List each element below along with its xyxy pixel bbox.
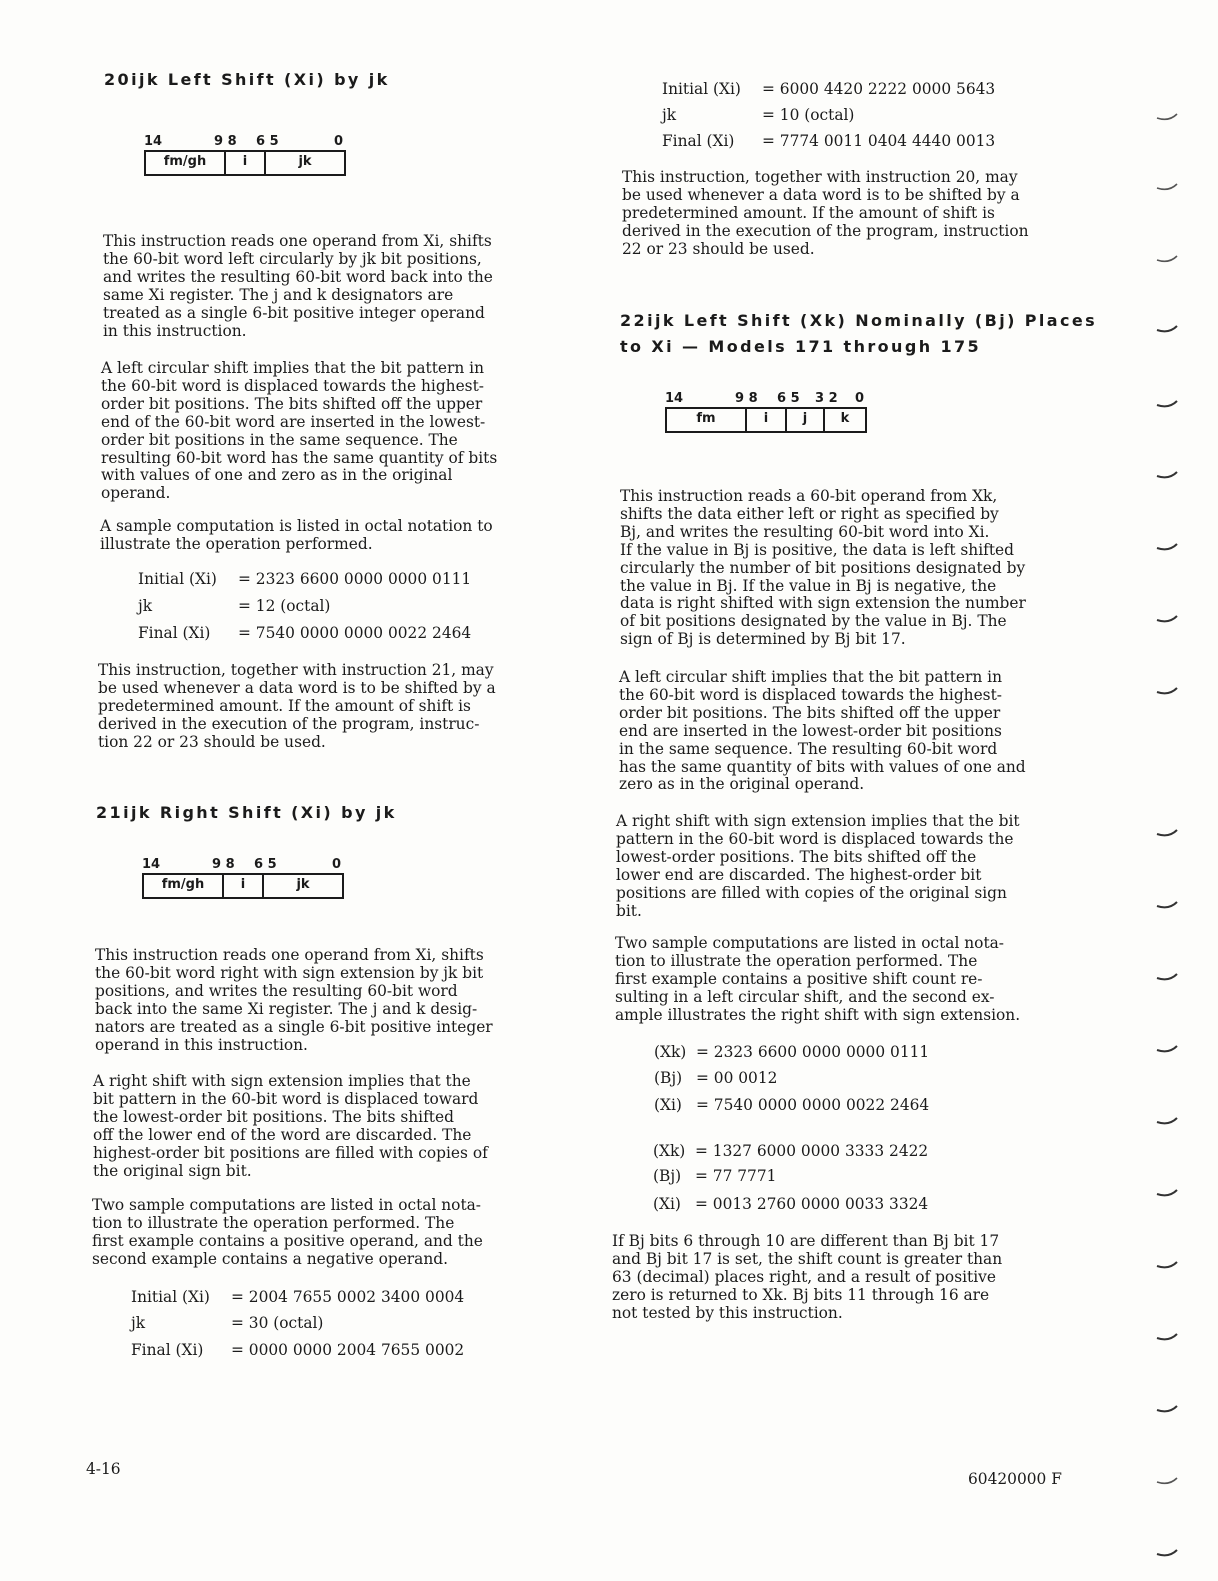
binding-mark-icon bbox=[1155, 826, 1179, 840]
field-fm-gh: fm/gh bbox=[144, 875, 224, 897]
bit-label: 9 8 bbox=[735, 391, 758, 406]
binding-mark-icon bbox=[1155, 684, 1179, 698]
section-20-paragraph-3: A sample computation is listed in octal notation to illustrate the operation performed. bbox=[100, 517, 493, 553]
bit-label: 6 5 bbox=[777, 391, 800, 406]
section-21-paragraph-3: Two sample computations are listed in octal nota- tion to illustrate the operation performed. The first example contains a positive operand, and the second example contains a negative operand. bbox=[92, 1196, 483, 1268]
section-20-heading: 20ijk Left Shift (Xi) by jk bbox=[104, 70, 390, 89]
binding-mark-icon bbox=[1155, 1114, 1179, 1128]
binding-mark-icon bbox=[1155, 970, 1179, 984]
field-j: j bbox=[787, 409, 825, 431]
section-22-paragraph-3: A right shift with sign extension implies that the bit pattern in the 60-bit word is displaced towards the lowest-order positions. The bits shifted off the lower end are discarded. The highest-order bit positions are filled with copies of the original sign bit. bbox=[616, 812, 1020, 920]
section-22-paragraph-5: If Bj bits 6 through 10 are different than Bj bit 17 and Bj bit 17 is set, the shift count is greater than 63 (decimal) places right, and a result of positive zero is returned to Xk. Bj bits 11 through 16 are not tested by this instruction. bbox=[612, 1232, 1003, 1322]
field-fm: fm bbox=[667, 409, 747, 431]
bit-label: 6 5 bbox=[256, 134, 279, 149]
binding-mark-icon bbox=[1155, 1546, 1179, 1560]
field-k: k bbox=[840, 411, 850, 426]
page-number: 4-16 bbox=[86, 1460, 121, 1478]
section-22-heading-line-2: to Xi — Models 171 through 175 bbox=[620, 337, 982, 356]
section-20-paragraph-4: This instruction, together with instruction 21, may be used whenever a data word is to be shifted by a predetermined amount. If the amount of shift is derived in the execution of the program, instruc- tion 22 or 23 should be used. bbox=[98, 661, 496, 751]
bit-label: 0 bbox=[334, 134, 344, 149]
binding-mark-icon bbox=[1155, 252, 1179, 266]
section-22-paragraph-4: Two sample computations are listed in octal nota- tion to illustrate the operation performed. The first example contains a positive shift count re- sulting in a left circular shift, and the second ex- ample illustrates the right shift with sign extension. bbox=[615, 934, 1021, 1024]
bit-label: 14 bbox=[144, 134, 163, 149]
field-fm-gh: fm/gh bbox=[146, 152, 226, 174]
binding-mark-icon bbox=[1155, 1402, 1179, 1416]
field-i: i bbox=[747, 409, 787, 431]
bit-label: 3 2 bbox=[815, 391, 838, 406]
section-21-paragraph-2: A right shift with sign extension implies that the bit pattern in the 60-bit word is displaced toward the lowest-order bit positions. The bits shifted off the lower end of the word are discarded. The highest-order bit positions are filled with copies of the original sign bit. bbox=[93, 1072, 488, 1180]
binding-mark-icon bbox=[1155, 322, 1179, 336]
binding-mark-icon bbox=[1155, 468, 1179, 482]
field-jk: jk bbox=[296, 877, 310, 892]
instruction-format-22 bbox=[665, 391, 867, 439]
binding-mark-icon bbox=[1155, 1330, 1179, 1344]
binding-mark-icon bbox=[1155, 1258, 1179, 1272]
bit-label: 9 8 bbox=[214, 134, 237, 149]
binding-mark-icon bbox=[1155, 1042, 1179, 1056]
binding-mark-icon bbox=[1155, 180, 1179, 194]
field-i: i bbox=[226, 152, 266, 174]
section-22-paragraph-1: This instruction reads a 60-bit operand from Xk, shifts the data either left or right as specified by Bj, and writes the resulting 60-bit word into Xi. If the value in Bj is positive, the data is left shifted circularly the number of bit positions designated by the value in Bj. If the value in Bj is negative, the data is right shifted with sign extension the number of bit positions designated by the value in Bj. The sign of Bj is determined by Bj bit 17. bbox=[620, 487, 1026, 649]
section-21-paragraph-1: This instruction reads one operand from Xi, shifts the 60-bit word right with sign extension by jk bit positions, and writes the resulting 60-bit word back into the same Xi register. The j and k desig- nators are treated as a single 6-bit positive integer operand in this instruction. bbox=[95, 946, 493, 1054]
bit-label: 0 bbox=[332, 857, 342, 872]
binding-mark-icon bbox=[1155, 1186, 1179, 1200]
bit-label: 14 bbox=[142, 857, 161, 872]
instruction-format-20 bbox=[144, 134, 346, 182]
bit-label: 6 5 bbox=[254, 857, 277, 872]
section-20-paragraph-1: This instruction reads one operand from Xi, shifts the 60-bit word left circularly by jk bit positions, and writes the resulting 60-bit word back into the same Xi register. The j and k designators are treated as a single 6-bit positive integer operand in this instruction. bbox=[103, 232, 493, 340]
field-jk: jk bbox=[298, 154, 312, 169]
binding-mark-icon bbox=[1155, 397, 1179, 411]
section-22-paragraph-2: A left circular shift implies that the bit pattern in the 60-bit word is displaced towards the highest- order bit positions. The bits shifted off the upper end are inserted in the lowest-order bit positions in the same sequence. The resulting 60-bit word has the same quantity of bits with values of one and zero as in the original operand. bbox=[619, 668, 1026, 794]
section-21-heading: 21ijk Right Shift (Xi) by jk bbox=[96, 803, 397, 822]
binding-mark-icon bbox=[1155, 110, 1179, 124]
binding-mark-icon bbox=[1155, 1474, 1179, 1488]
field-i: i bbox=[224, 875, 264, 897]
section-21-paragraph-4: This instruction, together with instruction 20, may be used whenever a data word is to be shifted by a predetermined amount. If the amount of shift is derived in the execution of the program, instruction 22 or 23 should be used. bbox=[622, 168, 1029, 258]
binding-mark-icon bbox=[1155, 898, 1179, 912]
bit-label: 0 bbox=[855, 391, 865, 406]
section-20-paragraph-2: A left circular shift implies that the bit pattern in the 60-bit word is displaced towards the highest- order bit positions. The bits shifted off the upper end of the 60-bit word are inserted in the lowest- order bit positions in the same sequence. The resulting 60-bit word has the same quantity of bits with values of one and zero as in the original operand. bbox=[101, 359, 498, 503]
document-number: 60420000 F bbox=[968, 1470, 1062, 1488]
bit-label: 14 bbox=[665, 391, 684, 406]
binding-mark-icon bbox=[1155, 540, 1179, 554]
bit-label: 9 8 bbox=[212, 857, 235, 872]
instruction-format-21 bbox=[142, 857, 344, 905]
binding-mark-icon bbox=[1155, 612, 1179, 626]
section-22-heading: 22ijk Left Shift (Xk) Nominally (Bj) Places bbox=[620, 311, 1098, 330]
